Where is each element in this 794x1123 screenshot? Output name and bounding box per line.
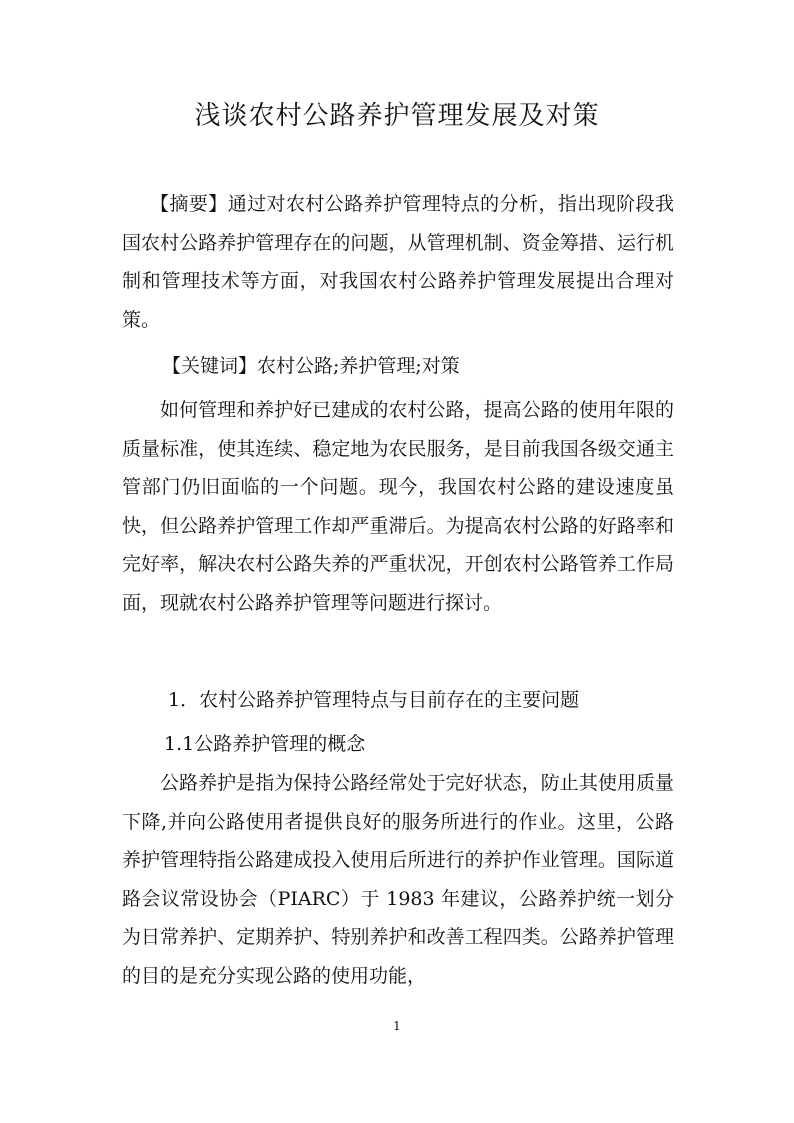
document-title: 浅谈农村公路养护管理发展及对策: [194, 101, 600, 131]
section-1-heading: 1．农村公路养护管理特点与目前存在的主要问题: [168, 689, 580, 711]
section-1-1-paragraph: 公路养护是指为保持公路经常处于完好状态，防止其使用质量下降,并向公路使用者提供良好的服务所进行的作业。这里，公路养护管理特指公路建成投入使用后所进行的养护作业管理。国际道路会议常设协会（PIARC）于 1983 年建议，公路养护统一划分为日常养护、定期养护、特别养护和改善工程四类。公路养护管理的目的是充分实现公路的使用功能，: [122, 772, 674, 987]
abstract-paragraph: 【摘要】通过对农村公路养护管理特点的分析，指出现阶段我国农村公路养护管理存在的问题，从管理机制、资金筹措、运行机制和管理技术等方面，对我国农村公路养护管理发展提出合理对策。: [122, 193, 674, 331]
keywords-paragraph: 【关键词】农村公路;养护管理;对策: [162, 355, 460, 377]
section-1-1-heading: 1.1公路养护管理的概念: [164, 733, 366, 755]
intro-paragraph: 如何管理和养护好已建成的农村公路，提高公路的使用年限的质量标准，使其连续、稳定地为农民服务，是目前我国各级交通主管部门仍旧面临的一个问题。现今，我国农村公路的建设速度虽快，但公路养护管理工作却严重滞后。为提高农村公路的好路率和完好率，解决农村公路失养的严重状况，开创农村公路管养工作局面，现就农村公路养护管理等问题进行探讨。: [122, 399, 674, 614]
page-number: 1: [393, 1019, 401, 1033]
